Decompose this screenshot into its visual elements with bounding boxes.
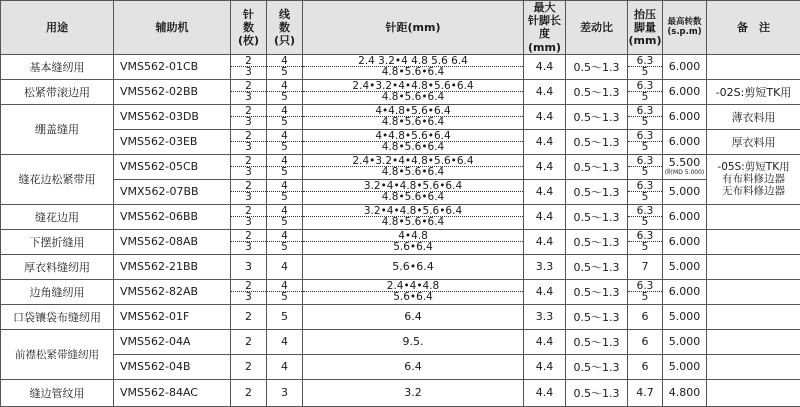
stitch-cell: 4.4 (524, 79, 566, 104)
speed-cell: 6.000 (663, 129, 707, 154)
table-row (1, 179, 800, 204)
diff-cell: 0.5～1.3 (566, 79, 628, 104)
gauge-cell: 2.4 3.2•4 4.8 5.6 6.4 4.8•5.6•6.4 (303, 54, 524, 79)
needles-cell: 2 3 (231, 154, 267, 179)
use-cell: 边角缝纫用 (1, 279, 114, 304)
needles-cell: 2 3 (231, 129, 267, 154)
table-row (1, 54, 800, 79)
diff-cell: 0.5～1.3 (566, 54, 628, 79)
lift-cell: 6.3 5 (628, 279, 663, 304)
gauge-cell: 3.2•4•4.8•5.6•6.4 4.8•5.6•6.4 (303, 204, 524, 229)
threads-cell: 4 5 (267, 229, 303, 254)
lift-cell: 6.3 5 (628, 229, 663, 254)
lift-cell: 6.3 5 (628, 79, 663, 104)
model-cell: VMS562-08AB (114, 229, 231, 254)
note-cell: 薄衣料用 (707, 104, 800, 129)
table-row (1, 129, 800, 154)
speed-cell: 6.000 (663, 279, 707, 304)
threads-cell: 4 5 (267, 204, 303, 229)
diff-cell: 0.5～1.3 (566, 379, 628, 406)
header-use: 用途 (1, 1, 114, 55)
header-threads: 线 数 (只) (267, 1, 303, 55)
threads-cell: 4 5 (267, 154, 303, 179)
header-gauge: 针距(mm) (303, 1, 524, 55)
gauge-cell: 6.4 (303, 304, 524, 329)
stitch-cell: 4.4 (524, 154, 566, 179)
note-cell (707, 379, 800, 406)
model-cell: VMS562-06BB (114, 204, 231, 229)
use-cell: 厚衣料缝纫用 (1, 254, 114, 279)
lift-cell: 6 (628, 329, 663, 354)
gauge-cell: 3.2 (303, 379, 524, 406)
table-row (1, 229, 800, 254)
threads-cell: 4 (267, 329, 303, 354)
diff-cell: 0.5～1.3 (566, 179, 628, 204)
lift-cell: 6.3 5 (628, 54, 663, 79)
model-cell: VMX562-07BB (114, 179, 231, 204)
needles-cell: 2 3 (231, 204, 267, 229)
stitch-cell: 4.4 (524, 54, 566, 79)
speed-cell: 5.000 (663, 304, 707, 329)
use-cell: 缝花边用 (1, 204, 114, 229)
lift-cell: 6 (628, 304, 663, 329)
gauge-cell: 2.4•3.2•4•4.8•5.6•6.4 4.8•5.6•6.4 (303, 79, 524, 104)
threads-cell: 4 5 (267, 279, 303, 304)
header-diff: 差动比 (566, 1, 628, 55)
header-model: 辅助机 (114, 1, 231, 55)
needles-cell: 2 (231, 304, 267, 329)
stitch-cell: 4.4 (524, 179, 566, 204)
speed-cell: 5.000 (663, 354, 707, 379)
diff-cell: 0.5～1.3 (566, 104, 628, 129)
use-cell: 绷盖缝用 (1, 104, 114, 154)
threads-cell: 4 (267, 354, 303, 379)
lift-cell: 6.3 5 (628, 154, 663, 179)
header-lift: 抬压 脚量 (mm) (628, 1, 663, 55)
diff-cell: 0.5～1.3 (566, 329, 628, 354)
speed-cell: 6.000 (663, 54, 707, 79)
note-cell (707, 354, 800, 379)
table-row (1, 254, 800, 279)
header-row (1, 1, 800, 55)
diff-cell: 0.5～1.3 (566, 304, 628, 329)
header-stitch: 最大 针脚长度 (mm) (524, 1, 566, 55)
model-cell: VMS562-82AB (114, 279, 231, 304)
speed-cell: 5.500 (附MD 5.000) (663, 154, 707, 179)
model-cell: VMS562-01F (114, 304, 231, 329)
threads-cell: 4 5 (267, 104, 303, 129)
needles-cell: 2 3 (231, 79, 267, 104)
diff-cell: 0.5～1.3 (566, 154, 628, 179)
needles-cell: 2 3 (231, 229, 267, 254)
model-cell: VMS562-84AC (114, 379, 231, 406)
table-row (1, 329, 800, 354)
needles-cell: 2 (231, 329, 267, 354)
diff-cell: 0.5～1.3 (566, 129, 628, 154)
use-cell: 缝花边松紧带用 (1, 154, 114, 204)
threads-cell: 4 5 (267, 179, 303, 204)
lift-cell: 6.3 5 (628, 104, 663, 129)
threads-cell: 4 5 (267, 129, 303, 154)
note-cell (707, 204, 800, 229)
model-cell: VMS562-04B (114, 354, 231, 379)
note-cell (707, 254, 800, 279)
needles-cell: 2 3 (231, 179, 267, 204)
needles-cell: 2 3 (231, 54, 267, 79)
gauge-cell: 5.6•6.4 (303, 254, 524, 279)
header-notes: 备 注 (707, 1, 800, 55)
gauge-cell: 3.2•4•4.8•5.6•6.4 4.8•5.6•6.4 (303, 179, 524, 204)
stitch-cell: 4.4 (524, 279, 566, 304)
gauge-cell: 4•4.8•5.6•6.4 4.8•5.6•6.4 (303, 104, 524, 129)
threads-cell: 4 5 (267, 79, 303, 104)
table-row (1, 354, 800, 379)
table-row (1, 204, 800, 229)
model-cell: VMS562-03DB (114, 104, 231, 129)
threads-cell: 3 (267, 379, 303, 406)
model-cell: VMS562-03EB (114, 129, 231, 154)
speed-cell: 6.000 (663, 104, 707, 129)
threads-cell: 4 (267, 254, 303, 279)
table-row (1, 304, 800, 329)
lift-cell: 4.7 (628, 379, 663, 406)
speed-cell: 6.000 (663, 229, 707, 254)
stitch-cell: 3.3 (524, 304, 566, 329)
use-cell: 下摆折缝用 (1, 229, 114, 254)
speed-cell: 6.000 (663, 79, 707, 104)
table-row (1, 154, 800, 179)
needles-cell: 3 (231, 254, 267, 279)
table-row (1, 79, 800, 104)
diff-cell: 0.5～1.3 (566, 204, 628, 229)
stitch-cell: 4.4 (524, 379, 566, 406)
stitch-cell: 4.4 (524, 229, 566, 254)
note-cell: -02S:剪短TK用 (707, 79, 800, 104)
use-cell: 缝边管纹用 (1, 379, 114, 406)
stitch-cell: 4.4 (524, 329, 566, 354)
lift-cell: 7 (628, 254, 663, 279)
diff-cell: 0.5～1.3 (566, 279, 628, 304)
needles-cell: 2 3 (231, 104, 267, 129)
speed-cell: 6.000 (663, 204, 707, 229)
header-needles: 针 数 (枚) (231, 1, 267, 55)
needles-cell: 2 (231, 379, 267, 406)
gauge-cell: 4•4.8•5.6•6.4 4.8•5.6•6.4 (303, 129, 524, 154)
gauge-cell: 2.4•3.2•4•4.8•5.6•6.4 4.8•5.6•6.4 (303, 154, 524, 179)
threads-cell: 5 (267, 304, 303, 329)
note-cell: 厚衣料用 (707, 129, 800, 154)
speed-cell: 5.000 (663, 329, 707, 354)
table-row (1, 379, 800, 406)
table-row (1, 104, 800, 129)
speed-cell: 4.800 (663, 379, 707, 406)
diff-cell: 0.5～1.3 (566, 354, 628, 379)
use-cell: 松紧带滚边用 (1, 79, 114, 104)
note-cell (707, 279, 800, 304)
lift-cell: 6.3 5 (628, 129, 663, 154)
header-speed: 最高转数 (s.p.m) (663, 1, 707, 55)
needles-cell: 2 (231, 354, 267, 379)
gauge-cell: 2.4•4•4.8 5.6•6.4 (303, 279, 524, 304)
lift-cell: 6 (628, 354, 663, 379)
note-cell (707, 304, 800, 329)
use-cell: 前襟松紧带缝纫用 (1, 329, 114, 379)
needles-cell: 2 3 (231, 279, 267, 304)
model-cell: VMS562-01CB (114, 54, 231, 79)
stitch-cell: 4.4 (524, 129, 566, 154)
use-cell: 口袋镶袋布缝纫用 (1, 304, 114, 329)
model-cell: VMS562-21BB (114, 254, 231, 279)
gauge-cell: 6.4 (303, 354, 524, 379)
lift-cell: 6.3 5 (628, 204, 663, 229)
gauge-cell: 9.5. (303, 329, 524, 354)
speed-cell: 5.000 (663, 254, 707, 279)
model-cell: VMS562-02BB (114, 79, 231, 104)
stitch-cell: 4.4 (524, 354, 566, 379)
speed-cell: 5.000 (663, 179, 707, 204)
diff-cell: 0.5～1.3 (566, 229, 628, 254)
gauge-cell: 4•4.8 5.6•6.4 (303, 229, 524, 254)
stitch-cell: 4.4 (524, 204, 566, 229)
note-cell (707, 229, 800, 254)
model-cell: VMS562-04A (114, 329, 231, 354)
note-cell: -05S:剪短TK用 有布料修边器 无布料修边器 (707, 154, 800, 204)
table-row (1, 279, 800, 304)
stitch-cell: 4.4 (524, 104, 566, 129)
note-cell (707, 54, 800, 79)
lift-cell: 6.3 5 (628, 179, 663, 204)
stitch-cell: 3.3 (524, 254, 566, 279)
model-cell: VMS562-05CB (114, 154, 231, 179)
diff-cell: 0.5～1.3 (566, 254, 628, 279)
note-cell (707, 329, 800, 354)
threads-cell: 4 5 (267, 54, 303, 79)
use-cell: 基本缝纫用 (1, 54, 114, 79)
